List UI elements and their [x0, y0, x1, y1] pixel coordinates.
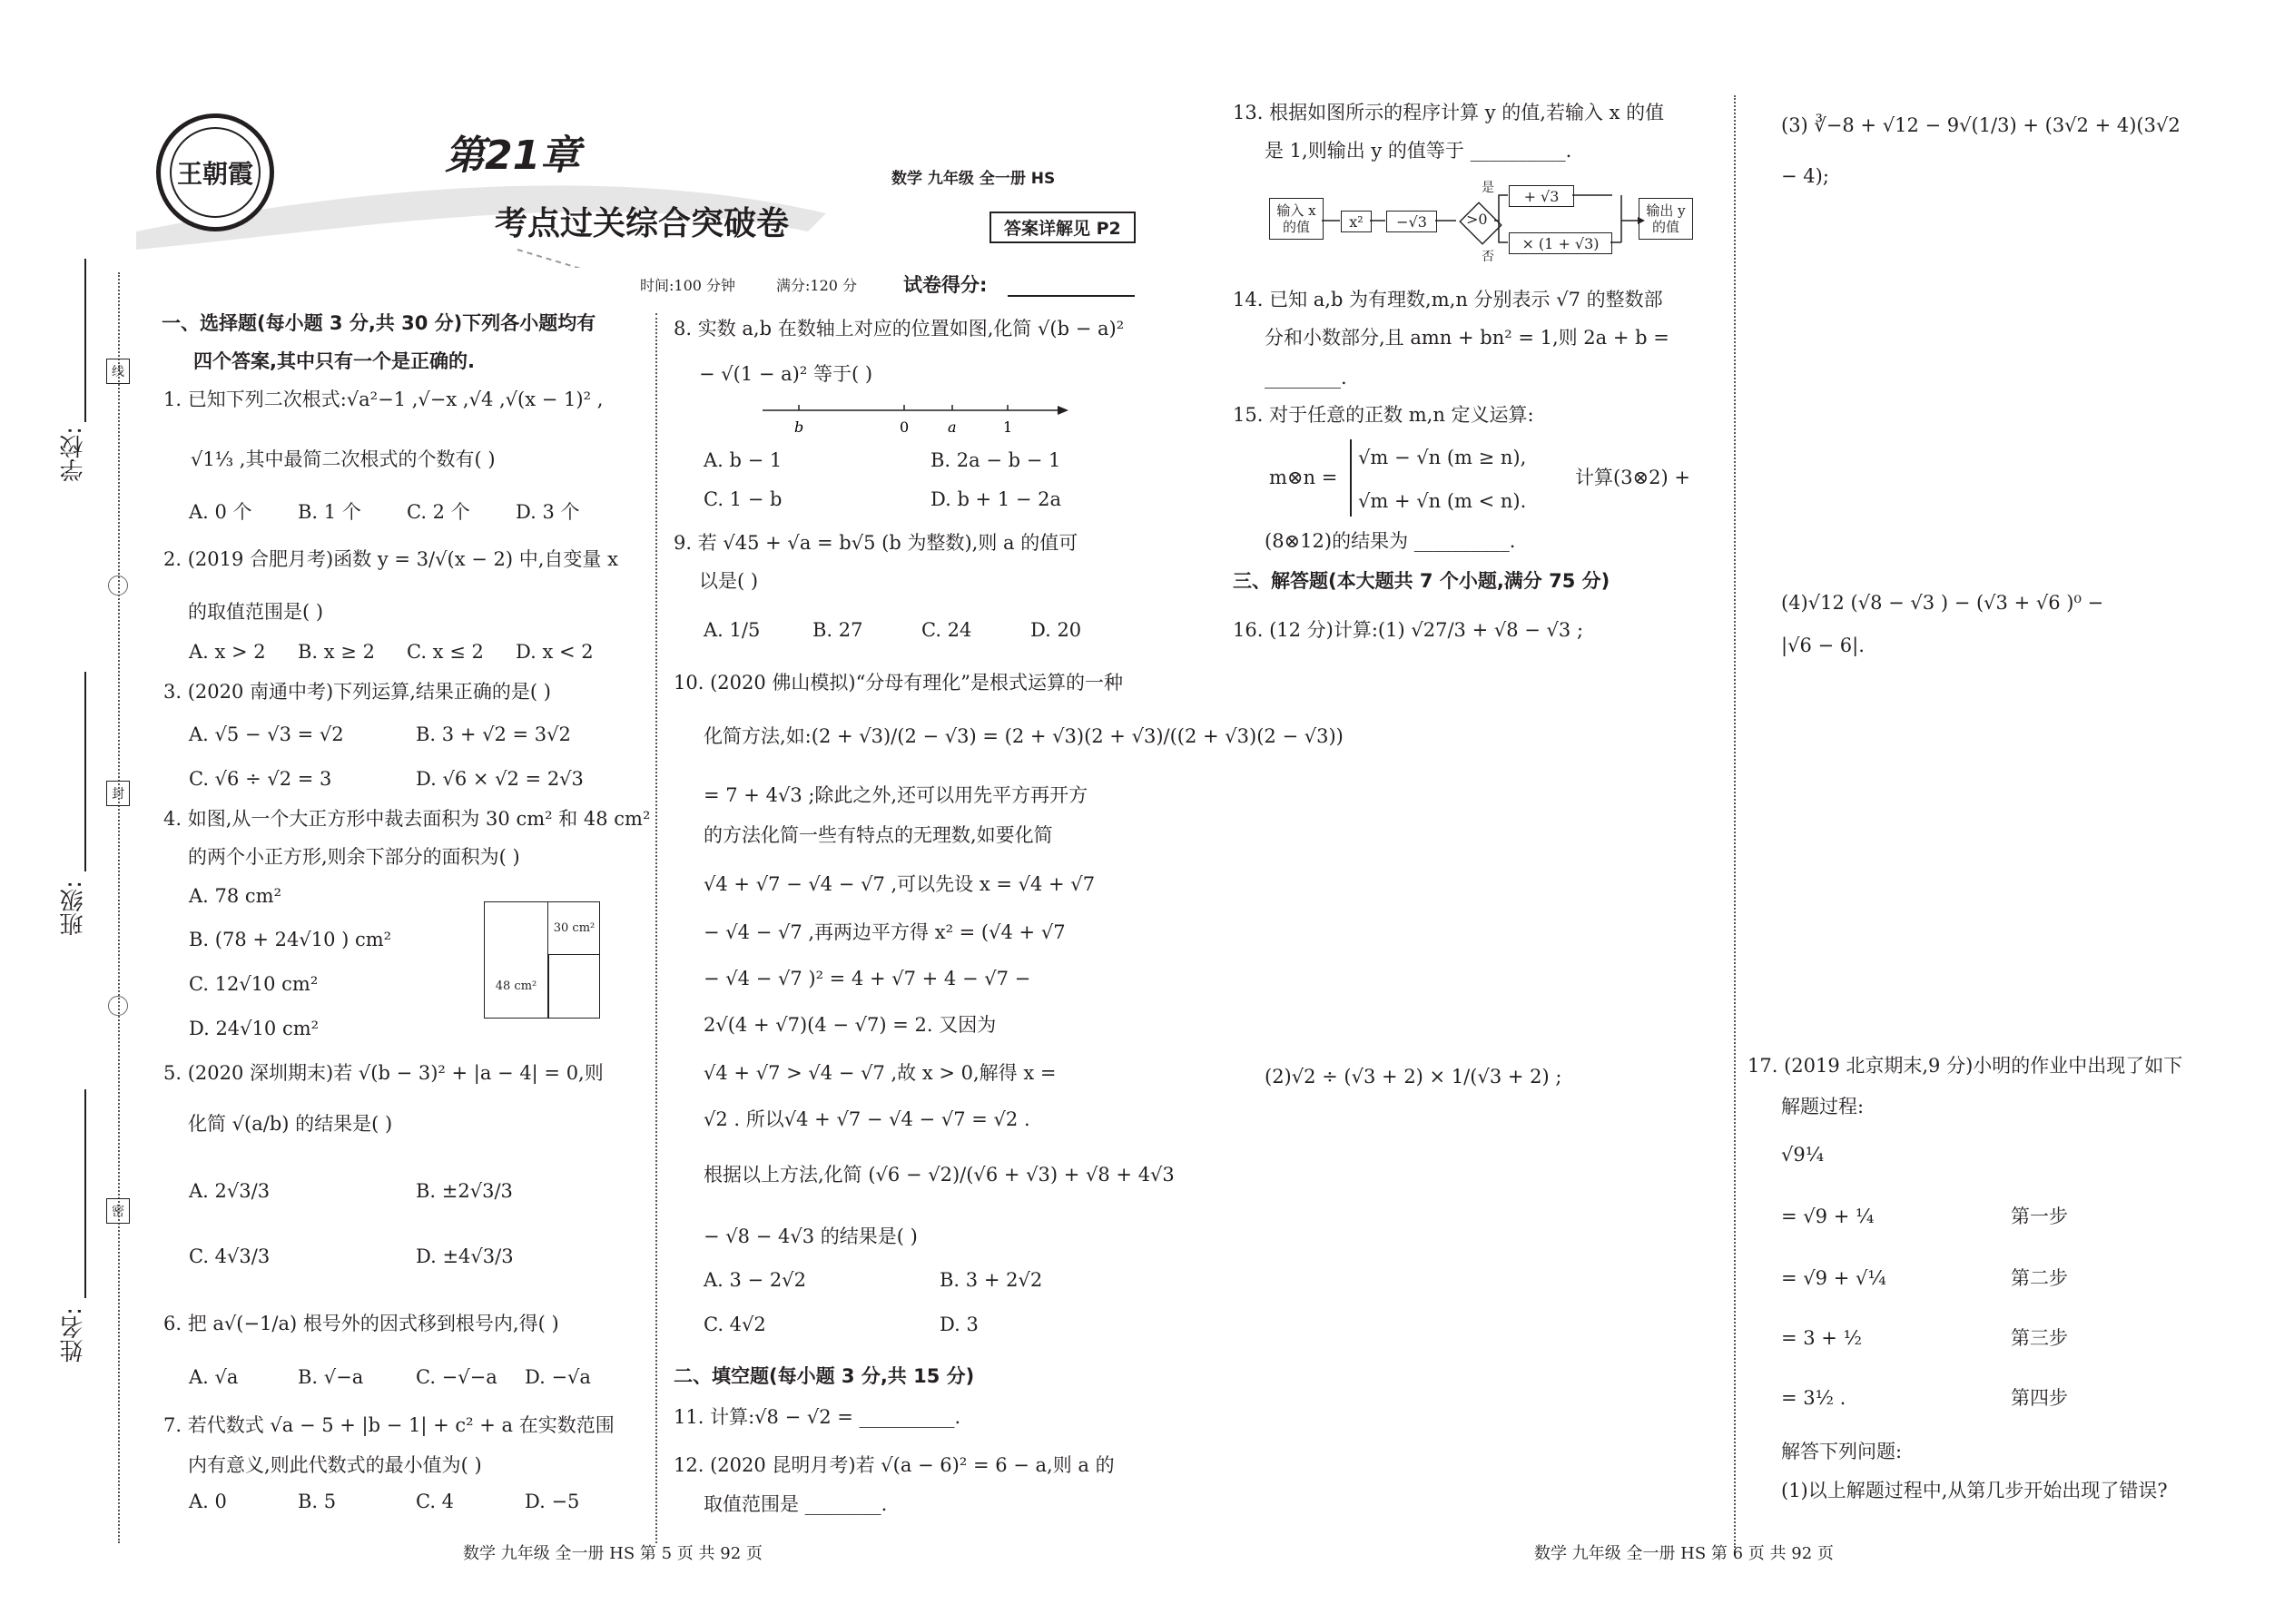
page-footer-left: 数学 九年级 全一册 HS 第 5 页 共 92 页 [463, 1544, 763, 1563]
column-divider [1734, 95, 1736, 1548]
axis-label-0: 0 [900, 418, 910, 436]
section-1-desc: 四个答案,其中只有一个是正确的. [193, 350, 475, 372]
number-line-figure [758, 392, 1071, 438]
option[interactable]: D. ±4√3/3 [416, 1245, 514, 1267]
section-2-title: 二、填空题(每小题 3 分,共 15 分) [674, 1365, 975, 1387]
question-10-line: √4 + √7 > √4 − √7 ,故 x > 0,解得 x = [704, 1062, 1057, 1084]
question-10-line: 化简方法,如:(2 + √3)/(2 − √3) = (2 + √3)(2 + √3)/((2 + √3)(2 − √3)) [704, 725, 1344, 747]
brand-logo-text: 王朝霞 [170, 127, 261, 218]
question-2: 2. (2019 合肥月考)函数 y = 3/√(x − 2) 中,自变量 x [163, 548, 618, 570]
axis-label-b: b [794, 418, 804, 436]
seal-mark-seal: 封 [106, 781, 130, 806]
option[interactable]: D. −5 [525, 1491, 580, 1512]
option[interactable]: B. 2a − b − 1 [930, 449, 1061, 471]
question-10-line: = 7 + 4√3 ;除此之外,还可以用先平方再开方 [704, 784, 1088, 806]
solution-step-expr: = √9 + ¼ [1781, 1206, 1875, 1227]
school-field[interactable] [84, 259, 86, 422]
class-label: 班级: [60, 881, 87, 936]
question-10-line: 的方法化简一些有特点的无理数,如要化简 [704, 824, 1053, 846]
option[interactable]: B. 5 [298, 1491, 337, 1512]
flow-yes-label: 是 [1482, 181, 1494, 195]
option[interactable]: A. x > 2 [189, 641, 266, 663]
question-14-cont: 分和小数部分,且 amn + bn² = 1,则 2a + b = [1265, 327, 1669, 349]
brand-logo [156, 113, 274, 231]
answer-space[interactable] [1233, 1103, 1714, 1530]
option[interactable]: C. 1 − b [704, 488, 783, 510]
option[interactable]: C. 2 个 [407, 501, 470, 523]
question-15-cont: (8⊗12)的结果为 __________. [1265, 530, 1516, 552]
question-15-case-2: √m + √n (m < n). [1358, 490, 1527, 512]
option[interactable]: C. 12√10 cm² [189, 973, 319, 995]
solution-step-label: 第二步 [2011, 1267, 2068, 1289]
option[interactable]: C. 24 [921, 619, 972, 641]
small-square-30: 30 cm² [547, 902, 600, 955]
question-10-line: √2 . 所以√4 + √7 − √4 − √7 = √2 . [704, 1108, 1030, 1130]
solution-step-expr: √9¼ [1781, 1144, 1825, 1166]
seal-mark-line: 线 [106, 359, 130, 384]
page-footer-right: 数学 九年级 全一册 HS 第 6 页 共 92 页 [1534, 1544, 1834, 1563]
small-square-48: 48 cm² [485, 954, 548, 1018]
flow-square: x² [1341, 211, 1372, 232]
school-label: 学校: [60, 427, 87, 482]
question-17-prompt: 解答下列问题: [1781, 1441, 1903, 1462]
flow-output: 输出 y 的值 [1639, 198, 1693, 240]
flow-no-label: 否 [1482, 250, 1494, 264]
question-5-cont: 化简 √(a/b) 的结果是( ) [188, 1113, 393, 1135]
question-7: 7. 若代数式 √a − 5 + |b − 1| + c² + a 在实数范围 [163, 1414, 615, 1436]
option[interactable]: B. 3 + √2 = 3√2 [416, 723, 571, 745]
axis-label-a: a [948, 418, 957, 436]
option[interactable]: A. √5 − √3 = √2 [189, 723, 344, 745]
flow-plus-sqrt3: + √3 [1509, 185, 1574, 207]
question-17: 17. (2019 北京期末,9 分)小明的作业中出现了如下 [1748, 1055, 2183, 1077]
piecewise-bracket [1350, 439, 1352, 517]
name-label: 姓名: [60, 1307, 87, 1363]
option[interactable]: D. 20 [1030, 619, 1082, 641]
paper-subtitle: 考点过关综合突破卷 [495, 204, 790, 242]
question-10-line: − √4 − √7 )² = 4 + √7 + 4 − √7 − [704, 968, 1031, 989]
option[interactable]: B. ±2√3/3 [416, 1180, 513, 1202]
option[interactable]: C. −√−a [416, 1366, 497, 1388]
option[interactable]: D. √6 × √2 = 2√3 [416, 768, 584, 790]
full-score: 满分:120 分 [776, 277, 858, 294]
question-13: 13. 根据如图所示的程序计算 y 的值,若输入 x 的值 [1233, 102, 1665, 123]
option[interactable]: D. 24√10 cm² [189, 1018, 320, 1039]
answer-space[interactable] [1233, 654, 1714, 1044]
question-10-line: 2√(4 + √7)(4 − √7) = 2. 又因为 [704, 1014, 997, 1036]
question-9-cont: 以是( ) [699, 570, 759, 592]
binding-hole-icon [108, 576, 128, 595]
option[interactable]: C. 4√2 [704, 1314, 766, 1335]
solution-step-label: 第三步 [2011, 1327, 2068, 1349]
answer-space[interactable] [1779, 667, 2233, 1030]
section-1-title: 一、选择题(每小题 3 分,共 30 分)下列各小题均有 [162, 312, 596, 334]
question-14-blank: ________. [1265, 367, 1347, 389]
flow-condition: >0 [1466, 211, 1488, 228]
question-15-tail: 计算(3⊗2) + [1575, 467, 1690, 488]
option[interactable]: D. −√a [525, 1366, 591, 1388]
question-10-line: − √8 − 4√3 的结果是( ) [704, 1225, 918, 1247]
option[interactable]: A. 78 cm² [189, 885, 282, 907]
binding-hole-icon [108, 996, 128, 1016]
question-16-3: (3) ∛−8 + √12 − 9√(1/3) + (3√2 + 4)(3√2 [1781, 114, 2181, 136]
chapter-title: 第21章 [445, 133, 581, 179]
question-15: 15. 对于任意的正数 m,n 定义运算: [1233, 404, 1534, 426]
axis-label-1: 1 [1003, 418, 1013, 436]
class-field[interactable] [84, 672, 86, 871]
question-13-cont: 是 1,则输出 y 的值等于 __________. [1265, 140, 1572, 162]
seal-mark-secret: 密 [106, 1198, 130, 1224]
flow-minus-sqrt3: −√3 [1386, 211, 1437, 232]
question-4-cont: 的两个小正方形,则余下部分的面积为( ) [188, 846, 520, 868]
flow-arrows [1322, 182, 1649, 263]
option[interactable]: D. x < 2 [516, 641, 594, 663]
question-17-cont: 解题过程: [1781, 1096, 1865, 1117]
question-5: 5. (2020 深圳期末)若 √(b − 3)² + |a − 4| = 0,则 [163, 1062, 604, 1084]
option[interactable]: A. 0 个 [189, 501, 252, 523]
question-16-3-cont: − 4); [1781, 165, 1829, 187]
figure-divider [547, 954, 549, 1018]
option[interactable]: D. b + 1 − 2a [930, 488, 1062, 510]
column-divider [655, 313, 657, 1543]
section-3-title: 三、解答题(本大题共 7 个小题,满分 75 分) [1233, 570, 1610, 592]
time-limit: 时间:100 分钟 [640, 277, 736, 294]
option[interactable]: B. 27 [812, 619, 863, 641]
question-16-2: (2)√2 ÷ (√3 + 2) × 1/(√3 + 2) ; [1265, 1066, 1562, 1088]
score-field[interactable] [1008, 295, 1135, 297]
score-label: 试卷得分: [903, 274, 988, 296]
question-10-line: √4 + √7 − √4 − √7 ,可以先设 x = √4 + √7 [704, 873, 1096, 895]
solution-step-expr: = √9 + √¼ [1781, 1267, 1886, 1289]
question-12-cont: 取值范围是 ________. [704, 1493, 888, 1515]
squares-figure [484, 901, 600, 1019]
question-16-4: (4)√12 (√8 − √3 ) − (√3 + √6 )⁰ − [1781, 592, 2104, 614]
solution-step-label: 第一步 [2011, 1206, 2068, 1227]
option[interactable]: C. 4 [416, 1491, 455, 1512]
option[interactable]: C. x ≤ 2 [407, 641, 484, 663]
answer-space[interactable] [1779, 195, 2233, 576]
binding-dotted-line [118, 272, 120, 1543]
option[interactable]: A. 1/5 [704, 619, 761, 641]
option[interactable]: C. 4√3/3 [189, 1245, 271, 1267]
flow-input: 输入 x 的值 [1269, 198, 1324, 240]
option[interactable]: B. x ≥ 2 [298, 641, 375, 663]
option[interactable]: C. √6 ÷ √2 = 3 [189, 768, 332, 790]
question-15-case-1: √m − √n (m ≥ n), [1358, 447, 1527, 468]
option[interactable]: B. 1 个 [298, 501, 361, 523]
question-7-cont: 内有意义,则此代数式的最小值为( ) [188, 1454, 482, 1476]
question-9: 9. 若 √45 + √a = b√5 (b 为整数),则 a 的值可 [674, 532, 1078, 554]
question-14: 14. 已知 a,b 为有理数,m,n 分别表示 √7 的整数部 [1233, 289, 1663, 310]
question-12: 12. (2020 昆明月考)若 √(a − 6)² = 6 − a,则 a 的 [674, 1454, 1115, 1476]
question-15-lhs: m⊗n = [1269, 467, 1338, 488]
question-16-1: 16. (12 分)计算:(1) √27/3 + √8 − √3 ; [1233, 619, 1584, 641]
question-16-4-cont: |√6 − 6|. [1781, 635, 1865, 656]
option[interactable]: B. (78 + 24√10 ) cm² [189, 929, 392, 950]
question-4: 4. 如图,从一个大正方形中裁去面积为 30 cm² 和 48 cm² [163, 808, 651, 830]
question-10-line: 10. (2020 佛山模拟)“分母有理化”是根式运算的一种 [674, 672, 1124, 694]
solution-step-expr: = 3½ . [1781, 1387, 1846, 1409]
option[interactable]: A. 3 − 2√2 [704, 1269, 806, 1291]
question-10-line: 根据以上方法,化简 (√6 − √2)/(√6 + √3) + √8 + 4√3 [704, 1164, 1175, 1186]
flow-times: × (1 + √3) [1509, 232, 1612, 254]
question-8-cont: − √(1 − a)² 等于( ) [699, 363, 873, 385]
option[interactable]: B. √−a [298, 1366, 364, 1388]
option[interactable]: A. √a [189, 1366, 239, 1388]
option[interactable]: A. 0 [189, 1491, 227, 1512]
option[interactable]: A. b − 1 [704, 449, 783, 471]
question-8: 8. 实数 a,b 在数轴上对应的位置如图,化简 √(b − a)² [674, 318, 1125, 340]
question-10-line: − √4 − √7 ,再两边平方得 x² = (√4 + √7 [704, 921, 1066, 943]
grade-tag: 数学 九年级 全一册 HS [891, 170, 1056, 188]
option[interactable]: D. 3 个 [516, 501, 580, 523]
option[interactable]: A. 2√3/3 [189, 1180, 271, 1202]
answer-ref-badge: 答案详解见 P2 [989, 212, 1136, 243]
solution-step-label: 第四步 [2011, 1387, 2068, 1409]
question-3: 3. (2020 南通中考)下列运算,结果正确的是( ) [163, 681, 551, 703]
name-field[interactable] [84, 1089, 86, 1298]
question-1: 1. 已知下列二次根式:√a²−1 ,√−x ,√4 ,√(x − 1)² , [163, 389, 604, 410]
question-11: 11. 计算:√8 − √2 = __________. [674, 1406, 961, 1428]
question-2-cont: 的取值范围是( ) [188, 601, 324, 623]
option[interactable]: D. 3 [940, 1314, 979, 1335]
question-1-cont: √1⅓ ,其中最简二次根式的个数有( ) [191, 448, 496, 470]
solution-step-expr: = 3 + ½ [1781, 1327, 1862, 1349]
question-17-part-1: (1)以上解题过程中,从第几步开始出现了错误? [1781, 1480, 2168, 1501]
option[interactable]: B. 3 + 2√2 [940, 1269, 1043, 1291]
question-6: 6. 把 a√(−1/a) 根号外的因式移到根号内,得( ) [163, 1313, 559, 1334]
